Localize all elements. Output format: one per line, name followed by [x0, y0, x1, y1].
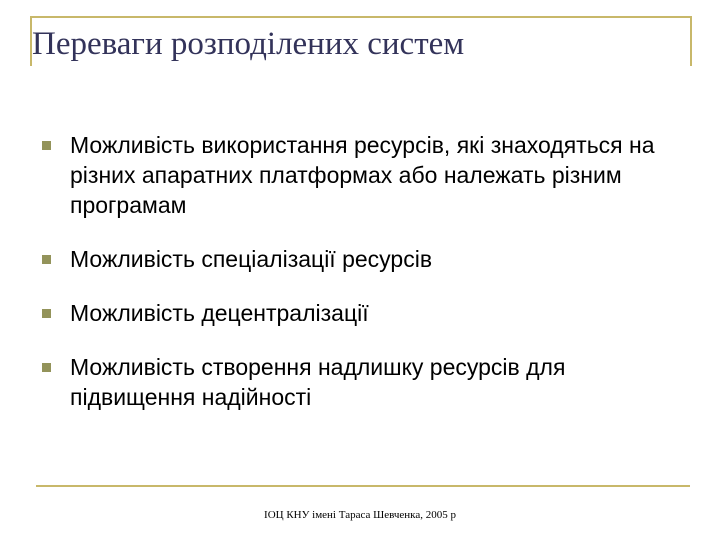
slide-title: Переваги розподілених систем [32, 26, 465, 62]
square-bullet-icon [42, 141, 51, 150]
bullet-text: Можливість децентралізації [70, 300, 369, 326]
bullet-item [40, 130, 680, 220]
square-bullet-icon [42, 309, 51, 318]
title-frame-top [30, 16, 692, 18]
bullet-text: Можливість створення надлишку ресурсів для підвищення надійності [70, 354, 566, 410]
square-bullet-icon [42, 255, 51, 264]
bullet-text: Можливість спеціалізації ресурсів [70, 246, 433, 272]
title-frame-right [690, 16, 692, 66]
bullet-item [40, 244, 680, 274]
bullet-item [40, 298, 680, 328]
bullet-item [40, 352, 680, 412]
slide-footer: ІОЦ КНУ імені Тараса Шевченка, 2005 р [264, 509, 456, 521]
footer-divider [36, 485, 690, 487]
bullet-text: Можливість використання ресурсів, які знаходяться на різних апаратних платформах або належать різним програмам [70, 132, 655, 218]
bullet-list [40, 130, 680, 436]
square-bullet-icon [42, 363, 51, 372]
